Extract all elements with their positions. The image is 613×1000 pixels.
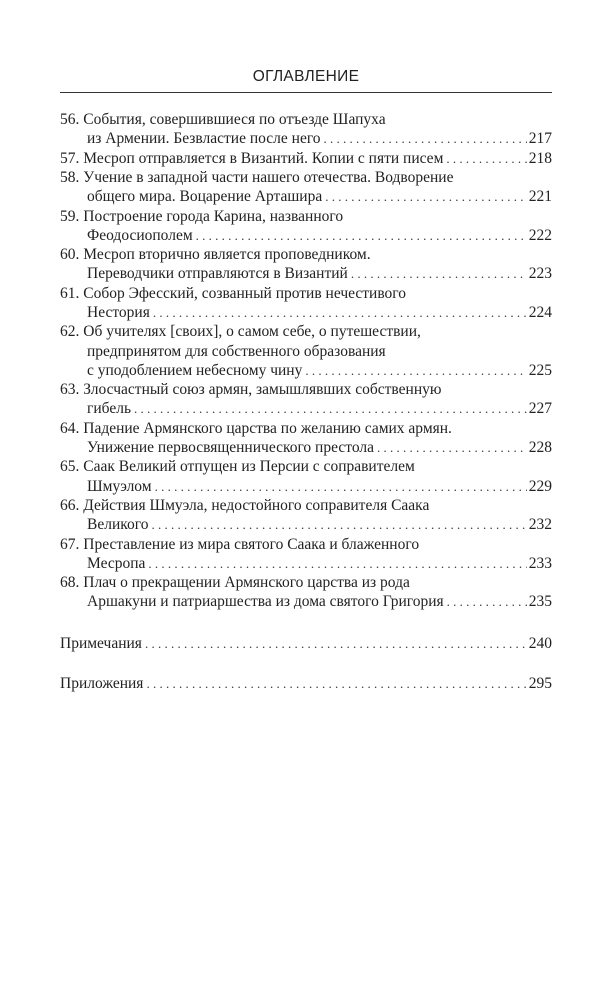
toc-entry[interactable] — [60, 284, 552, 322]
toc-page-number: 229 — [528, 477, 552, 495]
toc-entry[interactable] — [60, 573, 552, 611]
toc-entry-text: Переводчики отправляются в Византий — [87, 265, 348, 283]
toc-entry-text: 61. Собор Эфесский, созванный против нечестивого — [60, 284, 407, 302]
toc-entry-text: Шмуэлом — [87, 477, 152, 495]
toc-section-2[interactable] — [60, 674, 552, 693]
toc-entry[interactable] — [60, 535, 552, 573]
dot-leader — [305, 361, 526, 380]
toc-sections — [60, 634, 552, 693]
toc-entry-text: Месропа — [87, 554, 146, 572]
dot-leader — [148, 554, 526, 573]
dot-leader — [196, 226, 527, 245]
toc-entry[interactable] — [60, 207, 552, 245]
toc-page — [60, 62, 552, 693]
toc-entry-last-line — [60, 554, 552, 573]
toc-entry-last-line — [60, 264, 552, 283]
toc-entry-text: Великого — [87, 516, 149, 534]
toc-entry-last-line — [60, 303, 552, 322]
dot-leader — [146, 674, 526, 693]
toc-section-line — [60, 674, 552, 693]
toc-entry-text: с уподоблением небесному чину — [87, 361, 303, 379]
toc-entry-text: Аршакуни и патриаршества из дома святого Григория — [87, 593, 444, 611]
toc-entry-text: 64. Падение Армянского царства по желанию самих армян. — [60, 419, 452, 437]
dot-leader — [134, 399, 527, 418]
toc-entry-last-line — [60, 226, 552, 245]
toc-entry[interactable] — [60, 110, 552, 148]
dot-leader — [446, 149, 526, 168]
toc-entry-last-line — [60, 361, 552, 380]
toc-page-number: 240 — [528, 634, 552, 652]
toc-entry-last-line — [60, 477, 552, 496]
dot-leader — [377, 438, 527, 457]
toc-entry-last-line — [60, 399, 552, 418]
toc-section-label: Примечания — [60, 634, 142, 652]
dot-leader — [155, 477, 527, 496]
toc-page-number: 224 — [528, 303, 552, 321]
toc-entry-text: общего мира. Воцарение Арташира — [87, 188, 323, 206]
toc-entry-text: 57. Месроп отправляется в Византий. Копии с пяти писем — [60, 149, 444, 167]
toc-page-number: 221 — [528, 188, 552, 206]
toc-entry[interactable] — [60, 322, 552, 380]
toc-page-number: 218 — [528, 149, 552, 167]
toc-entry-text: 68. Плач о прекращении Армянского царства из рода — [60, 574, 410, 592]
toc-entry[interactable] — [60, 245, 552, 283]
toc-entry[interactable] — [60, 149, 552, 168]
toc-entry-text: 62. Об учителях [своих], о самом себе, о путешествии, — [60, 323, 421, 341]
toc-section-label: Приложения — [60, 674, 144, 692]
toc-entry-text: гибель — [87, 400, 132, 418]
dot-leader — [145, 634, 527, 653]
dot-leader — [151, 515, 526, 534]
toc-list — [60, 110, 552, 612]
toc-page-number: 227 — [528, 400, 552, 418]
dot-leader — [325, 187, 527, 206]
toc-entry-text: 67. Преставление из мира святого Саака и блаженного — [60, 535, 420, 553]
toc-entry[interactable] — [60, 496, 552, 534]
toc-entry-last-line — [60, 515, 552, 534]
toc-entry[interactable] — [60, 380, 552, 418]
toc-entry-text: 65. Саак Великий отпущен из Персии с соправителем — [60, 458, 415, 476]
toc-entry-text: 56. События, совершившиеся по отъезде Шапуха — [60, 111, 386, 128]
toc-section-line — [60, 634, 552, 653]
toc-entry-text: 59. Построение города Карина, названного — [60, 207, 344, 225]
toc-entry-text: 63. Злосчастный союз армян, замышлявших собственную — [60, 381, 442, 399]
toc-entry-text: из Армении. Безвластие после него — [87, 130, 321, 148]
dot-leader — [324, 129, 527, 148]
toc-page-number: 228 — [528, 438, 552, 456]
toc-page-number: 217 — [528, 130, 552, 148]
toc-entry-last-line — [60, 592, 552, 611]
toc-section-1[interactable] — [60, 634, 552, 653]
toc-entry-last-line — [60, 438, 552, 457]
page-header — [60, 62, 552, 93]
toc-page-number: 223 — [528, 265, 552, 283]
toc-entry-last-line — [60, 149, 552, 168]
toc-page-number: 225 — [528, 361, 552, 379]
toc-entry-text: 60. Месроп вторично является проповедником. — [60, 246, 371, 264]
toc-entry[interactable] — [60, 168, 552, 206]
toc-entry-text: 58. Учение в западной части нашего отечества. Водворение — [60, 168, 454, 186]
toc-page-number: 235 — [528, 593, 552, 611]
dot-leader — [351, 264, 527, 283]
toc-entry-text: Нестория — [87, 303, 150, 321]
toc-page-number: 232 — [528, 516, 552, 534]
toc-page-number: 295 — [528, 674, 552, 692]
dot-leader — [153, 303, 527, 322]
toc-entry-text: предпринятом для собственного образования — [87, 342, 386, 360]
toc-entry-text: Унижение первосвященнического престола — [87, 438, 374, 456]
toc-entry-last-line — [60, 129, 552, 148]
toc-page-number: 233 — [528, 554, 552, 572]
toc-page-number: 222 — [528, 226, 552, 244]
toc-entry-text: Феодосиополем — [87, 226, 193, 244]
toc-entry-text: 66. Действия Шмуэла, недостойного соправителя Саака — [60, 496, 430, 514]
toc-entry-last-line — [60, 187, 552, 206]
dot-leader — [447, 592, 527, 611]
toc-entry[interactable] — [60, 457, 552, 495]
toc-entry[interactable] — [60, 419, 552, 457]
page-title: ОГЛАВЛЕНИЕ — [252, 68, 360, 85]
